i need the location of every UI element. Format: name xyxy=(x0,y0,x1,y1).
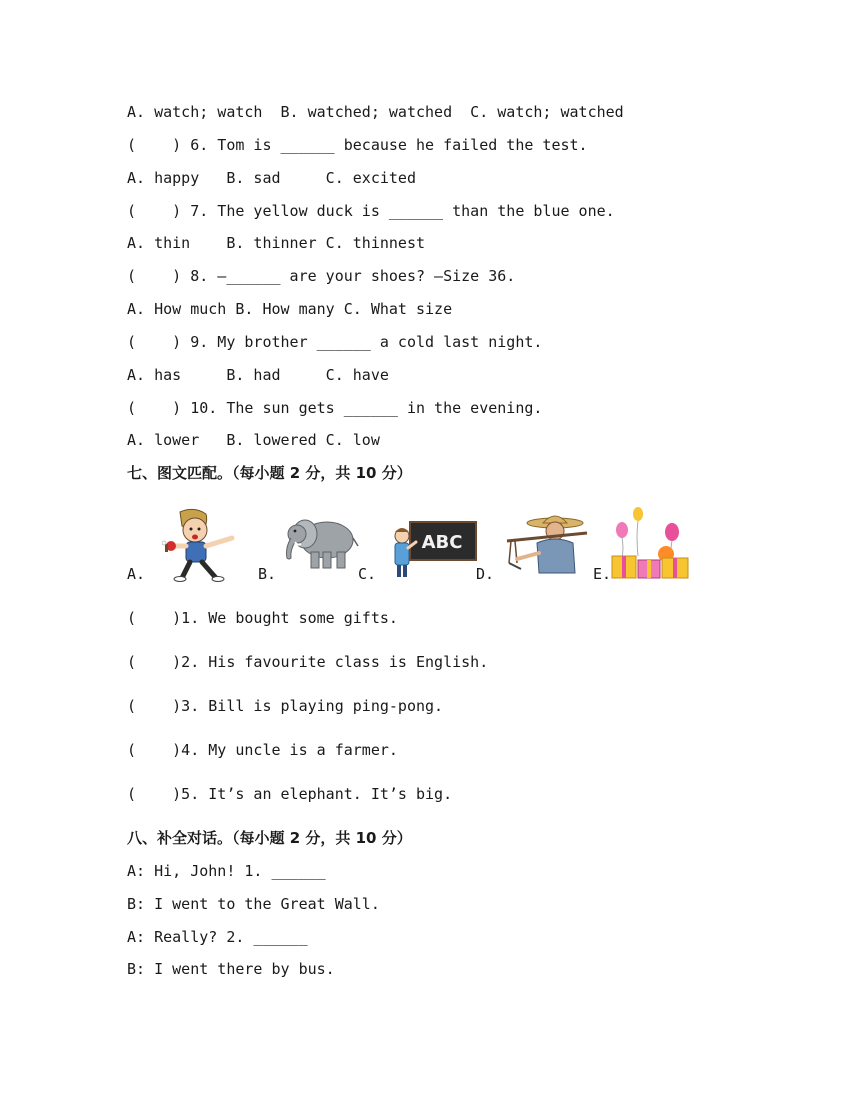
match-item-1: ( )1. We bought some gifts. xyxy=(127,609,398,627)
option-line-9: A. has B. had C. have xyxy=(127,366,389,384)
picture-label-b: B. xyxy=(258,565,277,583)
question-7: ( ) 7. The yellow duck is ______ than the blue one. xyxy=(127,202,615,220)
question-10: ( ) 10. The sun gets ______ in the evening. xyxy=(127,399,543,417)
picture-label-e: E. xyxy=(593,565,612,583)
dialogue-line-2: B: I went to the Great Wall. xyxy=(127,895,380,913)
section-8-heading: 八、补全对话。（每小题 2 分，共 10 分） xyxy=(127,829,412,847)
match-item-3: ( )3. Bill is playing ping-pong. xyxy=(127,697,444,715)
dialogue-line-3: A: Really? 2. ______ xyxy=(127,928,308,946)
option-line-10: A. lower B. lowered C. low xyxy=(127,431,380,449)
option-line-5: A. watch; watch B. watched; watched C. watch; watched xyxy=(127,103,624,121)
option-line-6: A. happy B. sad C. excited xyxy=(127,169,416,187)
option-line-7: A. thin B. thinner C. thinnest xyxy=(127,234,426,252)
match-item-4: ( )4. My uncle is a farmer. xyxy=(127,741,398,759)
dialogue-line-4: B: I went there by bus. xyxy=(127,960,335,978)
blackboard-text: ABC xyxy=(421,532,463,553)
section-7-heading: 七、图文匹配。（每小题 2 分，共 10 分） xyxy=(127,464,412,482)
question-9: ( ) 9. My brother ______ a cold last night. xyxy=(127,333,543,351)
match-item-5: ( )5. It’s an elephant. It’s big. xyxy=(127,785,453,803)
picture-label-c: C. xyxy=(358,565,377,583)
gifts-balloons-picture xyxy=(608,506,694,582)
dialogue-line-1: A: Hi, John! 1. ______ xyxy=(127,862,326,880)
teacher-blackboard-picture xyxy=(388,520,478,580)
picture-label-d: D. xyxy=(476,565,495,583)
farmer-picture xyxy=(503,513,589,579)
ping-pong-boy-picture xyxy=(162,508,244,582)
match-item-2: ( )2. His favourite class is English. xyxy=(127,653,489,671)
option-line-8: A. How much B. How many C. What size xyxy=(127,300,453,318)
question-8: ( ) 8. —______ are your shoes? —Size 36. xyxy=(127,267,516,285)
picture-label-a: A. xyxy=(127,565,146,583)
elephant-picture xyxy=(283,512,359,572)
question-6: ( ) 6. Tom is ______ because he failed the test. xyxy=(127,136,588,154)
